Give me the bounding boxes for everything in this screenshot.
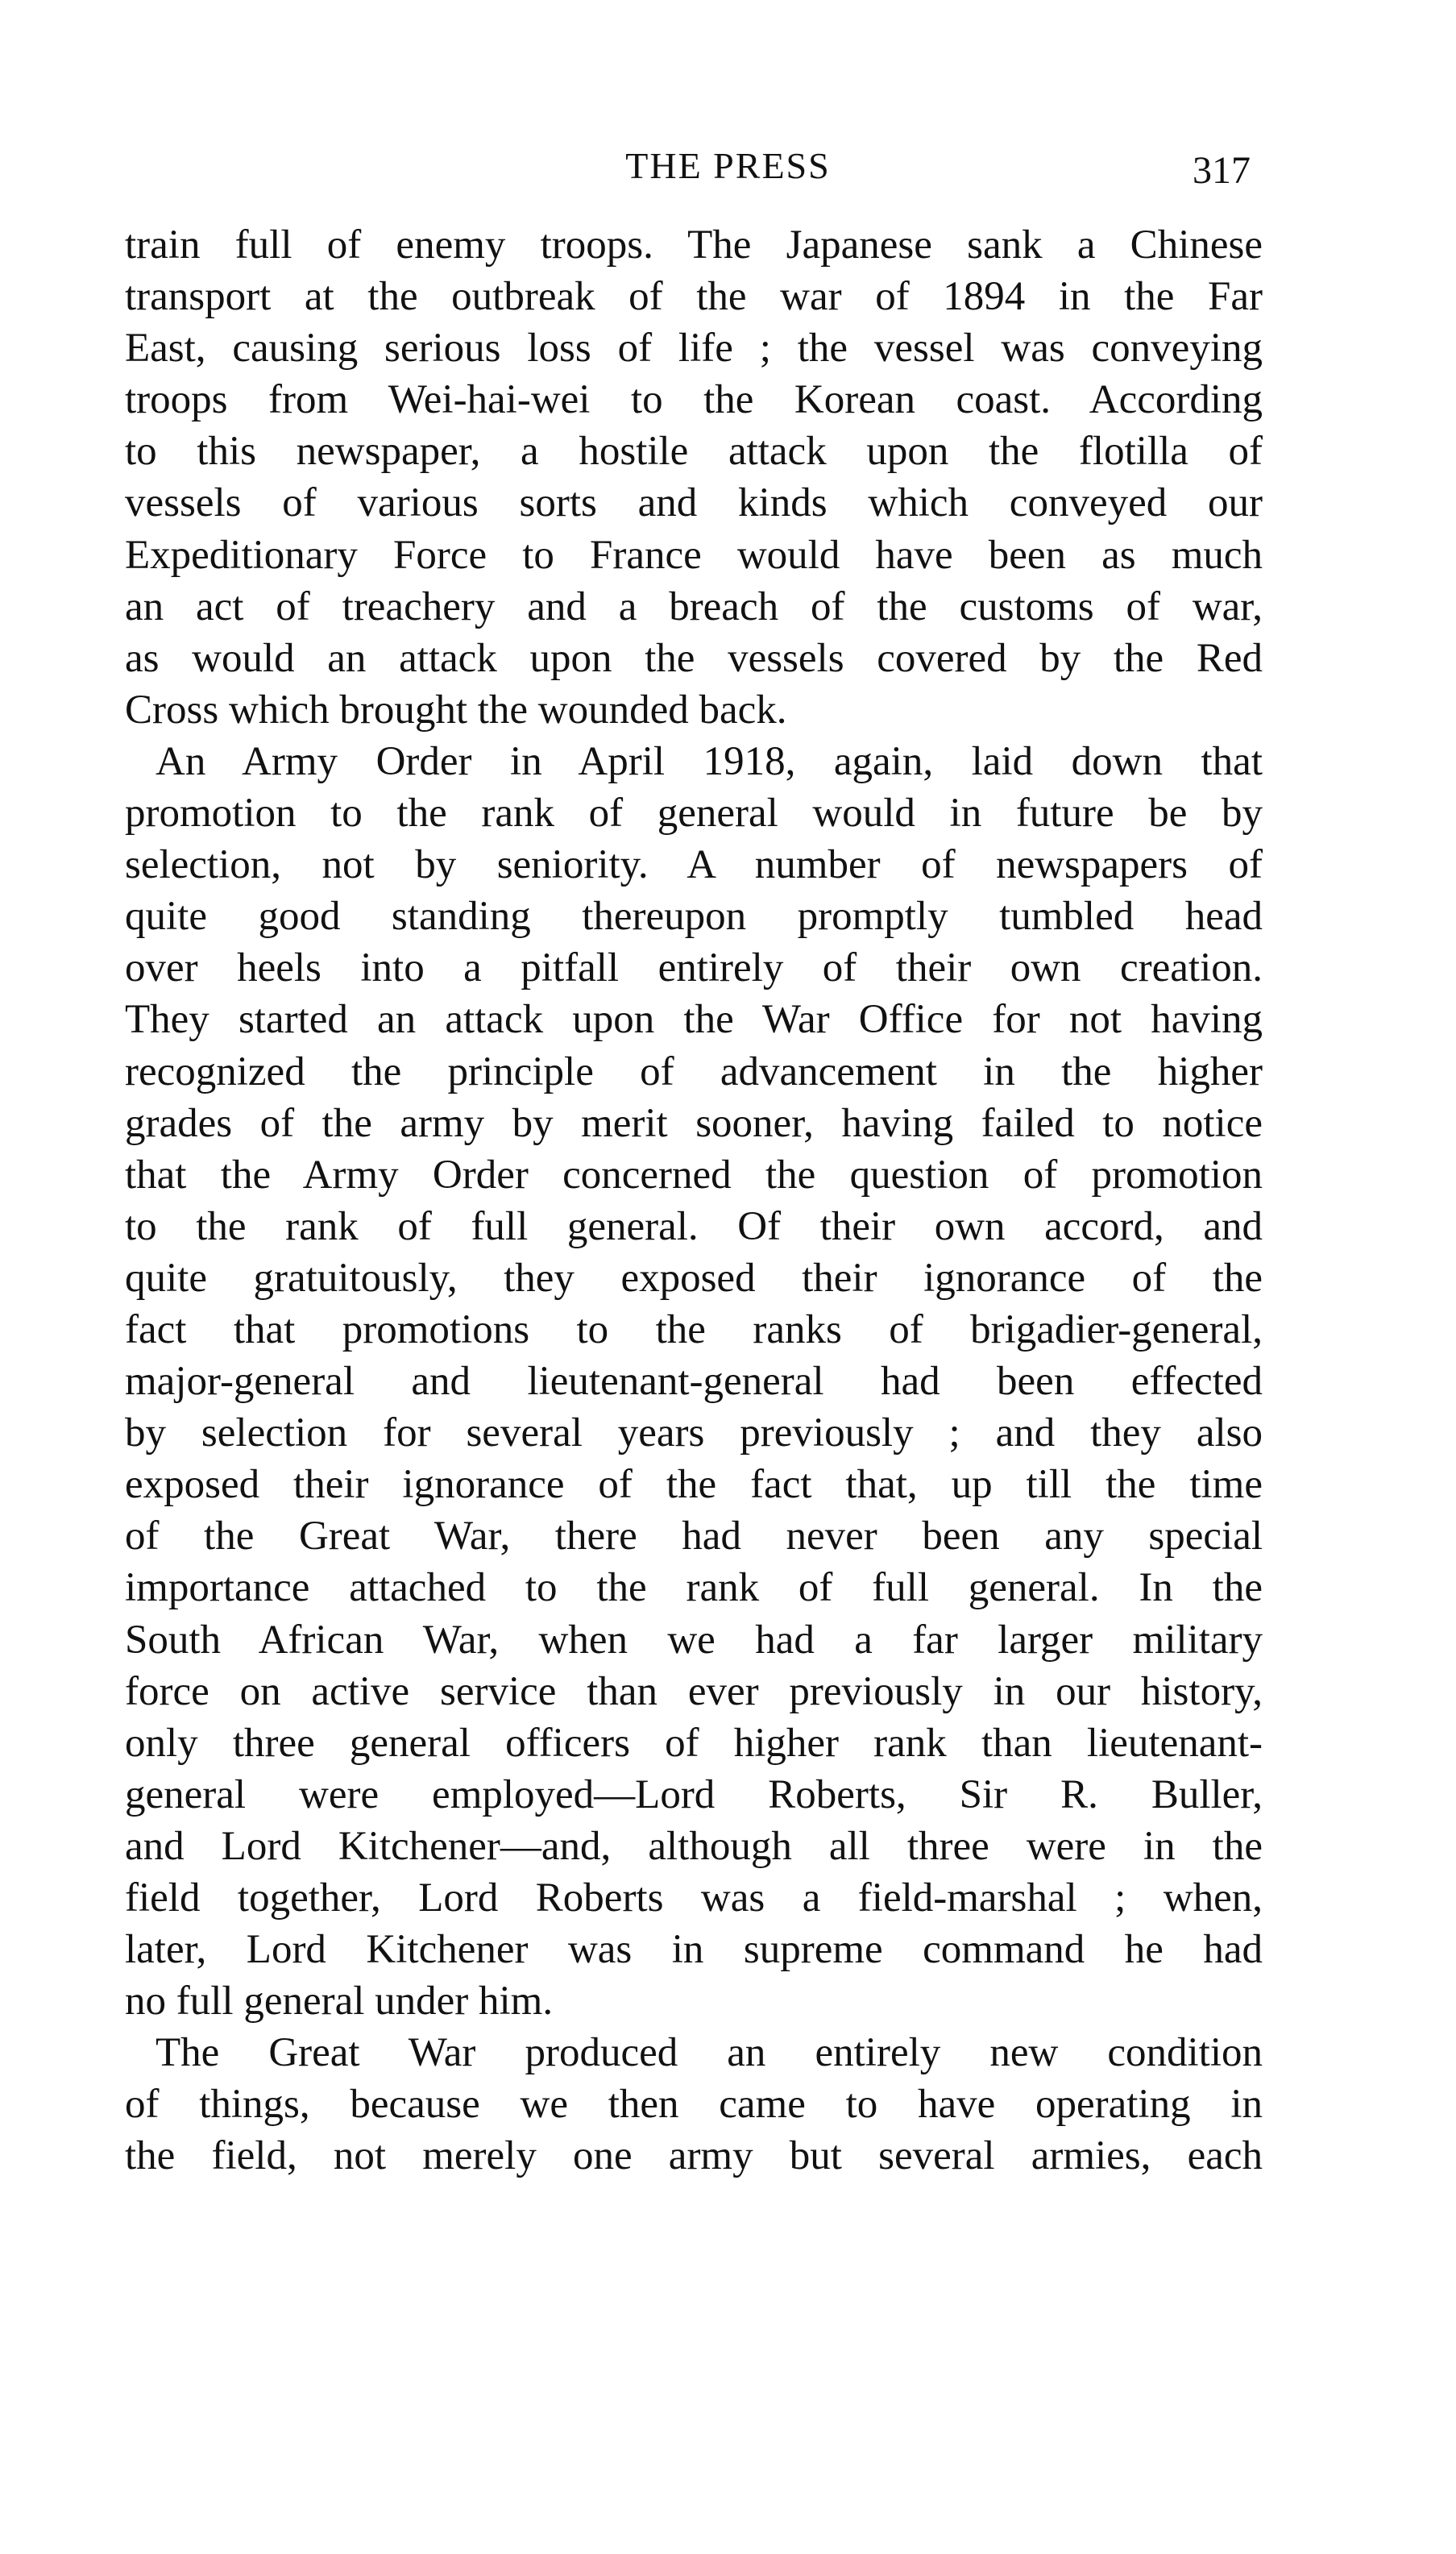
text-line-content: later, Lord Kitchener was in supreme command he had [125,1927,1263,1973]
text-line [125,839,1263,891]
text-line-content: field together, Lord Roberts was a field-marshal ; when, [125,1875,1263,1921]
text-line-content: promotion to the rank of general would in future be by [125,791,1263,837]
text-line [125,581,1263,633]
text-line-content: South African War, when we had a far larger military [125,1617,1263,1663]
text-line [125,477,1263,529]
text-line-content: and Lord Kitchener—and, although all three were in the [125,1823,1263,1869]
text-line-content: transport at the outbreak of the war of 1894 in the Far [125,274,1263,320]
text-line [125,994,1263,1045]
text-line [125,1614,1263,1666]
text-line-content: no full general under him. [125,1979,554,2025]
text-line [125,1510,1263,1562]
text-line-content: an act of treachery and a breach of the customs of war, [125,583,1263,629]
body-text [125,219,1263,2182]
text-line [125,529,1263,581]
text-line [125,1252,1263,1304]
text-line [125,1821,1263,1872]
text-line [125,1562,1263,1613]
text-line-content: over heels into a pitfall entirely of their own creation. [125,945,1263,991]
text-line [125,633,1263,684]
text-line [125,2130,1263,2182]
text-line [125,1872,1263,1924]
text-line-content: by selection for several years previously ; and they also [125,1410,1263,1456]
text-line [125,219,1263,271]
text-line-content: the field, not merely one army but several armies, each [125,2133,1263,2179]
text-line [125,1201,1263,1252]
text-line [125,942,1263,994]
text-line-content: selection, not by seniority. A number of newspapers of [125,842,1263,888]
text-line [125,1459,1263,1510]
text-line [125,1924,1263,1975]
running-head [0,142,1456,190]
text-line-content: only three general officers of higher rank than lieutenant- [125,1720,1263,1766]
text-line-content: Expeditionary Force to France would have been as much [125,532,1263,578]
text-line [125,787,1263,839]
text-line [125,322,1263,374]
text-line-content: importance attached to the rank of full general. In the [125,1565,1263,1611]
text-line-content: major-general and lieutenant-general had been effected [125,1359,1263,1405]
text-line [125,736,1263,787]
text-line-content: to the rank of full general. Of their own accord, and [125,1203,1263,1249]
text-line-content: vessels of various sorts and kinds which conveyed our [125,480,1263,526]
running-title: THE PRESS [625,145,831,186]
text-line [125,1098,1263,1149]
paragraph [125,736,1263,2027]
text-line [125,684,1263,736]
text-line-content: of the Great War, there had never been any special [125,1514,1263,1559]
text-line [125,271,1263,322]
text-line [125,1407,1263,1459]
text-line-content: as would an attack upon the vessels covered by the Red [125,635,1263,681]
text-line-content: East, causing serious loss of life ; the vessel was conveying [125,326,1263,372]
text-line-content: of things, because we then came to have operating in [125,2082,1263,2128]
text-line-content: exposed their ignorance of the fact that, up till the time [125,1462,1263,1508]
text-line-content: They started an attack upon the War Office for not having [125,997,1263,1043]
text-line-content: grades of the army by merit sooner, having failed to notice [125,1100,1263,1146]
text-line-content: fact that promotions to the ranks of brigadier-general, [125,1306,1263,1352]
text-line-content: recognized the principle of advancement in the higher [125,1049,1263,1094]
text-line-content: train full of enemy troops. The Japanese sank a Chinese [125,222,1263,268]
text-line-content: general were employed—Lord Roberts, Sir R. Buller, [125,1771,1263,1817]
page-number: 317 [1193,149,1251,192]
text-line [125,1046,1263,1098]
text-line [125,374,1263,426]
text-line-content: An Army Order in April 1918, again, laid down that [156,738,1263,784]
text-line-content: quite gratuitously, they exposed their ignorance of the [125,1255,1263,1301]
text-line-content: troops from Wei-hai-wei to the Korean coast. According [125,377,1263,423]
text-line [125,1666,1263,1717]
text-line [125,891,1263,942]
text-line-content: force on active service than ever previously in our history, [125,1668,1263,1714]
text-line-content: The Great War produced an entirely new condition [156,2030,1263,2076]
text-line [125,1356,1263,1407]
text-line-content: quite good standing thereupon promptly tumbled head [125,894,1263,940]
text-line [125,1769,1263,1821]
text-line [125,1149,1263,1201]
text-line [125,2027,1263,2078]
text-line-content: Cross which brought the wounded back. [125,687,787,733]
text-line-content: that the Army Order concerned the question of promotion [125,1152,1263,1198]
text-line [125,426,1263,477]
paragraph [125,2027,1263,2182]
text-line [125,1304,1263,1356]
text-line-content: to this newspaper, a hostile attack upon the flotilla of [125,429,1263,475]
text-line [125,2078,1263,2130]
text-line [125,1717,1263,1769]
paragraph [125,219,1263,736]
text-line [125,1975,1263,2027]
